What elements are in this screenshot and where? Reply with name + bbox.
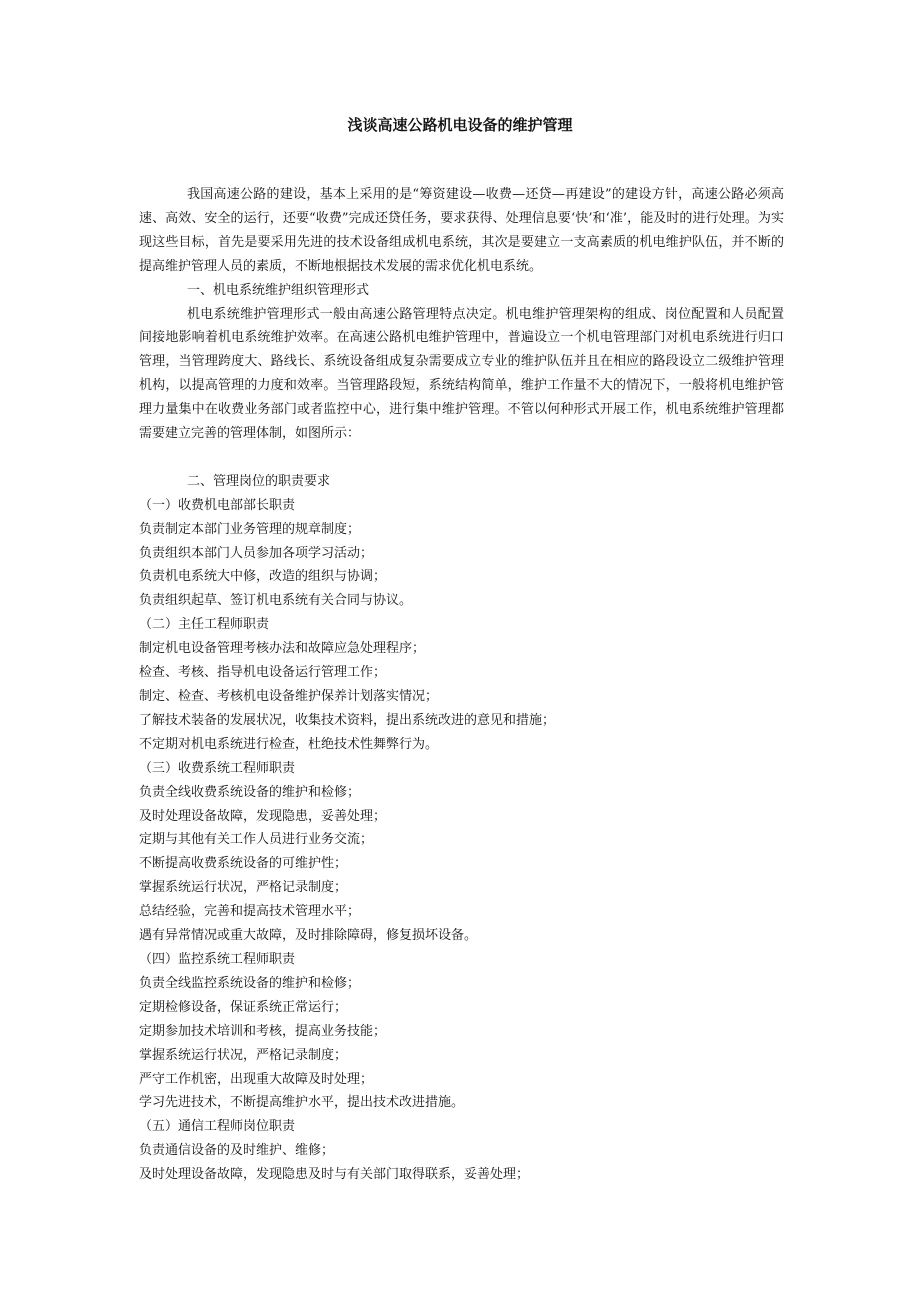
duty-item: 严守工作机密，出现重大故障及时处理； [139, 1071, 374, 1087]
duty-groups [139, 494, 784, 1187]
duty-item: 掌握系统运行状况，严格记录制度； [139, 1047, 348, 1063]
duty-group-title: （一）收费机电部部长职责 [139, 497, 296, 513]
duty-item: 负责全线监控系统设备的维护和检修； [139, 975, 361, 991]
duty-item: 总结经验，完善和提高技术管理水平； [139, 904, 361, 920]
blank-line [139, 446, 784, 470]
section1-heading: 一、机电系统维护组织管理形式 [187, 282, 370, 298]
duty-item: 检查、考核、指导机电设备运行管理工作； [139, 665, 387, 681]
section1-paragraph: 机电系统维护管理形式一般由高速公路管理特点决定。机电维护管理架构的组成、岗位配置和人员配置间接地影响着机电系统维护效率。在高速公路机电维护管理中，普遍设立一个机电管理部门对机电系统进行归口管理，当管理跨度大、路线长、系统设备组成复杂需要成立专业的维护队伍并且在相应的路段设立二级维护管理机构，以提高管理的力度和效率。当管理路段短，系统结构简单，维护工作量不大的情况下，一般将机电维护管理力量集中在收费业务部门或者监控中心，进行集中维护管理。不管以何种形式开展工作，机电系统维护管理都需要建立完善的管理体制，如图所示： [139, 306, 784, 442]
duty-item: 及时处理设备故障，发现隐患，妥善处理； [139, 808, 387, 824]
duty-item: 负责组织起草、签订机电系统有关合同与协议。 [139, 593, 413, 609]
section2-heading: 二、管理岗位的职责要求 [187, 473, 331, 489]
duty-item: 遇有异常情况或重大故障，及时排除障碍，修复损坏设备。 [139, 928, 478, 944]
duty-item: 负责全线收费系统设备的维护和检修； [139, 784, 361, 800]
duty-item: 不定期对机电系统进行检查，杜绝技术性舞弊行为。 [139, 736, 439, 752]
duty-item: 制定、检查、考核机电设备维护保养计划落实情况； [139, 689, 439, 705]
duty-item: 负责制定本部门业务管理的规章制度； [139, 521, 361, 537]
duty-group-title: （三）收费系统工程师职责 [139, 760, 296, 776]
intro-paragraph: 我国高速公路的建设，基本上采用的是“筹资建设—收费—还贷—再建设”的建设方针，高速公路必须高速、高效、安全的运行，还要“收费”完成还贷任务，要求获得、处理信息要‘快’和‘准’，能及时的进行处理。为实现这些目标，首先是要采用先进的技术设备组成机电系统，其次是要建立一支高素质的机电维护队伍，并不断的提高维护管理人员的素质，不断地根据技术发展的需求优化机电系统。 [139, 187, 784, 274]
duty-item: 制定机电设备管理考核办法和故障应急处理程序； [139, 641, 426, 657]
duty-item: 负责组织本部门人员参加各项学习活动； [139, 545, 374, 561]
duty-group-title: （五）通信工程师岗位职责 [139, 1119, 296, 1135]
duty-item: 负责机电系统大中修，改造的组织与协调； [139, 569, 387, 585]
duty-item: 负责通信设备的及时维护、维修； [139, 1143, 335, 1159]
duty-item: 定期与其他有关工作人员进行业务交流； [139, 832, 374, 848]
duty-item: 定期参加技术培训和考核，提高业务技能； [139, 1023, 387, 1039]
duty-item: 及时处理设备故障，发现隐患及时与有关部门取得联系，妥善处理； [139, 1167, 530, 1183]
duty-group-title: （二）主任工程师职责 [139, 617, 270, 633]
duty-item: 定期检修设备，保证系统正常运行； [139, 999, 348, 1015]
duty-group-title: （四）监控系统工程师职责 [139, 951, 296, 967]
duty-item: 学习先进技术，不断提高维护水平，提出技术改进措施。 [139, 1095, 465, 1111]
duty-item: 了解技术装备的发展状况，收集技术资料，提出系统改进的意见和措施； [139, 712, 556, 728]
document-body [139, 183, 784, 1187]
duty-item: 掌握系统运行状况，严格记录制度； [139, 880, 348, 896]
duty-item: 不断提高收费系统设备的可维护性； [139, 856, 348, 872]
document-title: 浅谈高速公路机电设备的维护管理 [347, 116, 573, 134]
